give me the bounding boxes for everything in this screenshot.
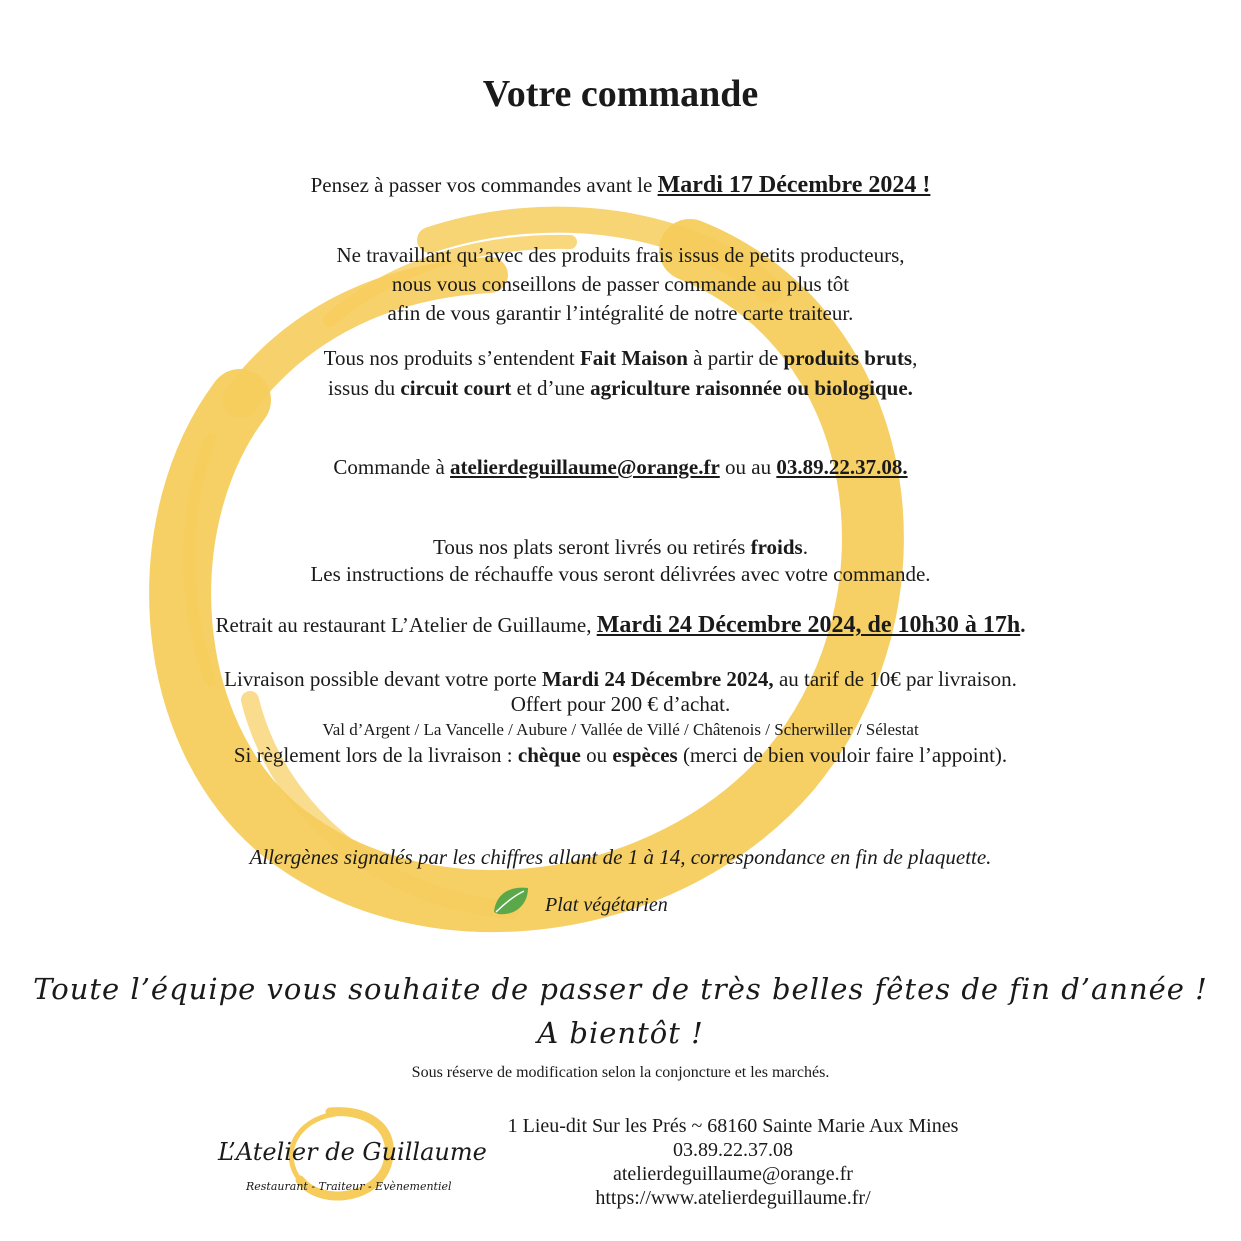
- vegetarian-label: Plat végétarien: [545, 894, 668, 916]
- delivery-line: [0, 667, 1241, 692]
- disclaimer: Sous réserve de modification selon la conjoncture et les marchés.: [411, 1064, 830, 1081]
- logo-name: L’Atelier de Guillaume: [218, 1138, 487, 1166]
- delivery-date: Mardi 24 Décembre 2024,: [541, 667, 774, 691]
- products-circuit-court: circuit court: [400, 376, 512, 400]
- products-line-2: [0, 376, 1241, 401]
- pickup-line: [0, 612, 1241, 639]
- delivery-price: au tarif de 10€ par livraison.: [773, 667, 1017, 691]
- delivery-zones: Val d’Argent / La Vancelle / Aubure / Vallée de Villé / Châtenois / Scherwiller / Sélestat: [322, 720, 919, 739]
- footer-email[interactable]: atelierdeguillaume@orange.fr: [613, 1163, 853, 1185]
- footer-contact: [433, 1114, 1033, 1210]
- intro-line-1: Ne travaillant qu’avec des produits frais issus de petits producteurs,: [336, 243, 905, 267]
- delivery-offer: Offert pour 200 € d’achat.: [510, 692, 731, 716]
- deadline-prefix: Pensez à passer vos commandes avant le: [310, 173, 653, 197]
- products-text-h: et d’une: [511, 376, 591, 400]
- products-agriculture: agriculture raisonnée ou biologique.: [590, 376, 913, 400]
- allergens-note: Allergènes signalés par les chiffres allant de 1 à 14, correspondance en fin de plaquette.: [249, 845, 992, 869]
- contact-prefix: Commande à: [333, 455, 451, 479]
- contact-middle: ou au: [719, 455, 777, 479]
- payment-text-c: ou: [580, 743, 613, 767]
- order-contact: [0, 455, 1241, 480]
- products-text-c: à partir de: [687, 346, 784, 370]
- page-title: Votre commande: [482, 73, 759, 115]
- holiday-wishes: Toute l’équipe vous souhaite de passer de très belles fêtes de fin d’année !: [33, 972, 1208, 1006]
- cold-text-a: Tous nos plats seront livrés ou retirés: [433, 535, 751, 559]
- see-you-soon: A bientôt !: [537, 1016, 704, 1050]
- products-bruts: produits bruts: [783, 346, 913, 370]
- order-deadline: [0, 172, 1241, 199]
- payment-line: [0, 743, 1241, 768]
- footer-address: 1 Lieu-dit Sur les Prés ~ 68160 Sainte Marie Aux Mines: [507, 1115, 959, 1137]
- products-fait-maison: Fait Maison: [579, 346, 688, 370]
- footer-phone[interactable]: 03.89.22.37.08: [673, 1139, 793, 1161]
- logo-tagline: Restaurant - Traiteur - Evènementiel: [246, 1180, 452, 1193]
- intro-line-2: nous vous conseillons de passer commande au plus tôt: [391, 272, 850, 296]
- products-line-1: [0, 346, 1241, 371]
- vegetarian-legend: [0, 884, 1241, 924]
- leaf-icon: [490, 884, 532, 918]
- payment-cheque: chèque: [517, 743, 581, 767]
- order-phone-link[interactable]: 03.89.22.37.08.: [776, 455, 908, 479]
- cold-line-2: Les instructions de réchauffe vous seront délivrées avec votre commande.: [310, 562, 931, 586]
- payment-text-a: Si règlement lors de la livraison :: [233, 743, 518, 767]
- intro-line-3: afin de vous garantir l’intégralité de notre carte traiteur.: [387, 301, 854, 325]
- restaurant-logo: [210, 1100, 487, 1210]
- cold-line-1: [0, 535, 1241, 560]
- cold-text-c: .: [802, 535, 808, 559]
- pickup-suffix: .: [1020, 613, 1026, 637]
- deadline-date: Mardi 17 Décembre 2024 !: [657, 172, 931, 198]
- footer-website[interactable]: https://www.atelierdeguillaume.fr/: [595, 1187, 871, 1209]
- payment-especes: espèces: [612, 743, 678, 767]
- cold-froids: froids: [750, 535, 803, 559]
- payment-text-e: (merci de bien vouloir faire l’appoint).: [677, 743, 1008, 767]
- order-email-link[interactable]: atelierdeguillaume@orange.fr: [450, 455, 720, 479]
- products-text-f: issus du: [328, 376, 401, 400]
- pickup-prefix: Retrait au restaurant L’Atelier de Guillaume,: [215, 613, 597, 637]
- products-text-e: ,: [912, 346, 918, 370]
- pickup-date: Mardi 24 Décembre 2024, de 10h30 à 17h: [596, 612, 1021, 638]
- products-text-a: Tous nos produits s’entendent: [323, 346, 580, 370]
- delivery-text-a: Livraison possible devant votre porte: [224, 667, 542, 691]
